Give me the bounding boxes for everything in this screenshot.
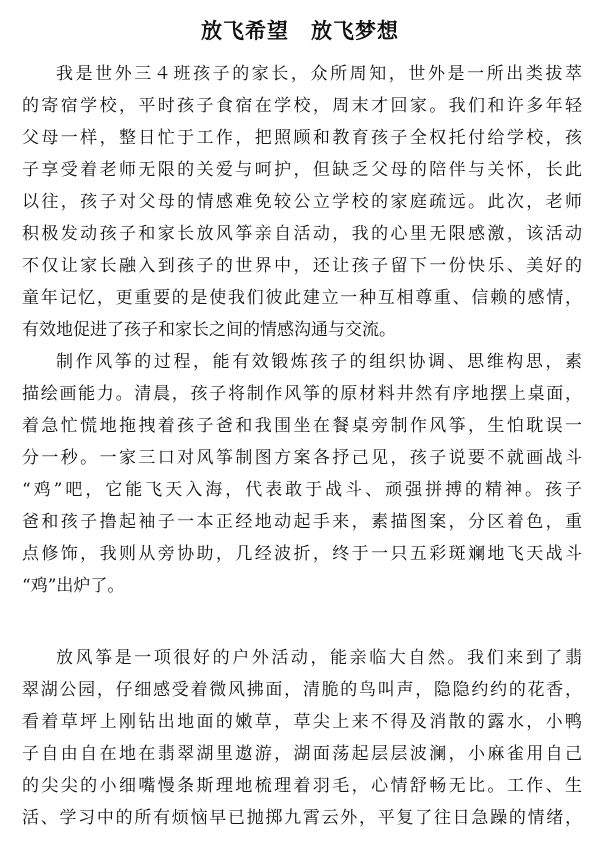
paragraph-3-line-4: 子自由自在地在翡翠湖里遨游，湖面荡起层层波澜，小麻雀用自己 bbox=[22, 744, 582, 764]
paragraph-1-line-8: 童年记忆，更重要的是使我们彼此建立一种互相尊重、信赖的感情， bbox=[22, 288, 582, 308]
paragraph-1-line-2: 的寄宿学校，平时孩子食宿在学校，周末才回家。我们和许多年轻 bbox=[22, 96, 582, 116]
paragraph-3-line-5: 的尖尖的小细嘴慢条斯理地梳理着羽毛，心情舒畅无比。工作、生 bbox=[22, 776, 582, 796]
paragraph-1-line-7: 不仅让家长融入到孩子的世界中，还让孩子留下一份快乐、美好的 bbox=[22, 256, 582, 276]
paragraph-2-line-8: “鸡”出炉了。 bbox=[22, 576, 125, 596]
paragraph-1-line-9: 有效地促进了孩子和家长之间的情感沟通与交流。 bbox=[22, 320, 396, 340]
paragraph-1-line-6: 积极发动孩子和家长放风筝亲自活动，我的心里无限感激，该活动 bbox=[22, 224, 582, 244]
paragraph-1-line-4: 子享受着老师无限的关爱与呵护，但缺乏父母的陪伴与关怀，长此 bbox=[22, 160, 582, 180]
paragraph-2-line-5: “鸡”吧，它能飞天入海，代表敢于战斗、顽强拼搏的精神。孩子 bbox=[22, 480, 582, 500]
paragraph-3-line-6: 活、学习中的所有烦恼早已抛掷九霄云外，平复了往日急躁的情绪， bbox=[22, 808, 582, 828]
paragraph-1-line-1: 我是世外三４班孩子的家长，众所周知，世外是一所出类拔萃 bbox=[56, 64, 582, 84]
paragraph-2-line-2: 描绘画能力。清晨，孩子将制作风筝的原材料井然有序地摆上桌面， bbox=[22, 384, 582, 404]
paragraph-2-line-4: 分一秒。一家三口对风筝制图方案各抒己见，孩子说要不就画战斗 bbox=[22, 448, 582, 468]
paragraph-1-line-3: 父母一样，整日忙于工作，把照顾和教育孩子全权托付给学校，孩 bbox=[22, 128, 582, 148]
document-title: 放飞希望 放飞梦想 bbox=[201, 18, 399, 43]
paragraph-3-line-3: 看着草坪上刚钻出地面的嫩草，草尖上来不得及消散的露水，小鸭 bbox=[22, 712, 582, 732]
paragraph-3-line-2: 翠湖公园，仔细感受着微风拂面，清脆的鸟叫声，隐隐约约的花香， bbox=[22, 680, 582, 700]
paragraph-2-line-7: 点修饰，我则从旁协助，几经波折，终于一只五彩斑斓地飞天战斗 bbox=[22, 544, 582, 564]
paragraph-2-line-1: 制作风筝的过程，能有效锻炼孩子的组织协调、思维构思，素 bbox=[56, 352, 582, 372]
paragraph-3-line-1: 放风筝是一项很好的户外活动，能亲临大自然。我们来到了翡 bbox=[56, 648, 582, 668]
paragraph-1-line-5: 以往，孩子对父母的情感难免较公立学校的家庭疏远。此次，老师 bbox=[22, 192, 582, 212]
paragraph-2-line-3: 着急忙慌地拖拽着孩子爸和我围坐在餐桌旁制作风筝，生怕耽误一 bbox=[22, 416, 582, 436]
paragraph-2-line-6: 爸和孩子撸起袖子一本正经地动起手来，素描图案，分区着色，重 bbox=[22, 512, 582, 532]
